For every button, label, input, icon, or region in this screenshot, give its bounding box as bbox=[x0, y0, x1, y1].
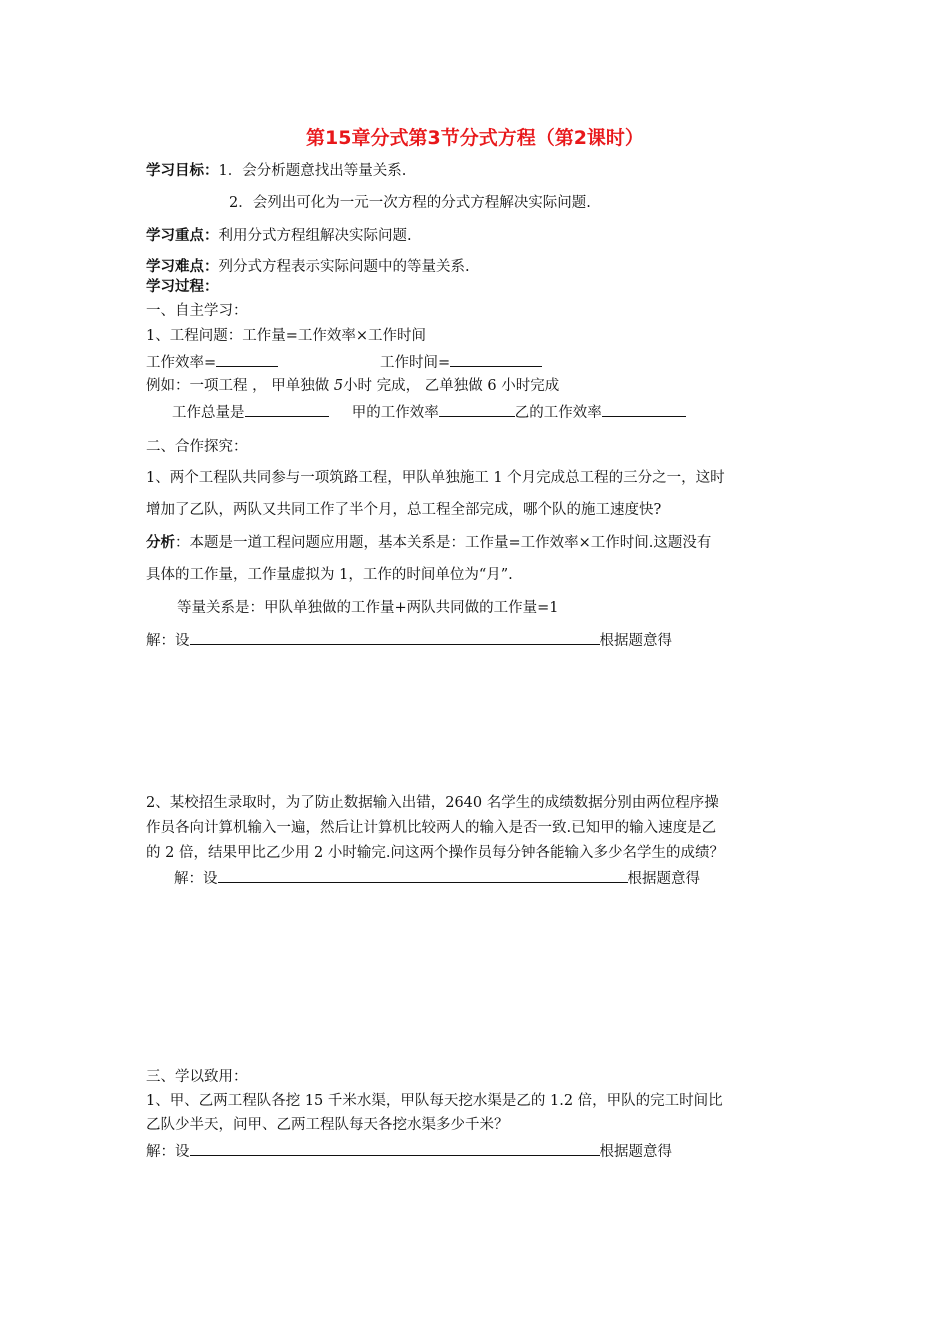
example-number: 5 bbox=[333, 378, 344, 394]
section1-heading: 一、自主学习： bbox=[146, 303, 248, 319]
difficulty-label: 学习难点： bbox=[146, 259, 219, 275]
solve-blank-2[interactable] bbox=[218, 867, 628, 883]
analysis-label: 分析 bbox=[146, 535, 175, 551]
focus-label: 学习重点： bbox=[146, 228, 219, 244]
goals-label: 学习目标： bbox=[146, 163, 219, 179]
jia-eff-blank[interactable] bbox=[439, 401, 515, 417]
equation-text: 等量关系是：甲队单独做的工作量+两队共同做的工作量=1 bbox=[177, 600, 559, 616]
solve-suffix-1: 根据题意得 bbox=[599, 633, 672, 649]
solve-row-1 bbox=[146, 629, 672, 651]
section3-q1-line1: 1、甲、乙两工程队各挖 15 千米水渠，甲队每天挖水渠是乙的 1.2 倍，甲队的完工时间比 bbox=[146, 1093, 723, 1109]
page-title: 第15章分式第3节分式方程（第2课时） bbox=[306, 127, 644, 149]
section2-q2-line2: 作员各向计算机输入一遍，然后让计算机比较两人的输入是否一致.已知甲的输入速度是乙 bbox=[146, 820, 717, 836]
section3-q1-line2: 乙队少半天，问甲、乙两工程队每天各挖水渠多少千米？ bbox=[146, 1117, 509, 1133]
solve-row-2 bbox=[174, 867, 700, 889]
example-text-b: 小时 完成， 乙单独做 6 小时完成 bbox=[343, 378, 560, 394]
section2-q1-line2: 增加了乙队，两队又共同工作了半个月，总工程全部完成，哪个队的施工速度快? bbox=[146, 502, 662, 518]
solve-suffix-2: 根据题意得 bbox=[627, 871, 700, 887]
focus-text: 利用分式方程组解决实际问题. bbox=[218, 228, 412, 244]
total-label: 工作总量是 bbox=[172, 405, 245, 421]
work-totals-row bbox=[172, 401, 686, 423]
example-row bbox=[146, 376, 559, 396]
difficulty-text: 列分式方程表示实际问题中的等量关系. bbox=[218, 259, 470, 275]
solve-prefix-2: 解：设 bbox=[174, 871, 218, 887]
goals-row-1 bbox=[146, 161, 406, 181]
efficiency-row bbox=[146, 351, 278, 373]
solve-suffix-3: 根据题意得 bbox=[599, 1144, 672, 1160]
solve-row-3 bbox=[146, 1140, 672, 1162]
efficiency-blank[interactable] bbox=[216, 351, 278, 367]
section2-q2-line3: 的 2 倍，结果甲比乙少用 2 小时输完.问这两个操作员每分钟各能输入多少名学生的成绩？ bbox=[146, 845, 724, 861]
solve-prefix-1: 解：设 bbox=[146, 633, 190, 649]
section1-line1: 1、工程问题：工作量=工作效率×工作时间 bbox=[146, 328, 427, 344]
yi-eff-blank[interactable] bbox=[602, 401, 686, 417]
analysis-line1: ：本题是一道工程问题应用题，基本关系是：工作量=工作效率×工作时间.这题没有 bbox=[175, 535, 712, 551]
time-blank[interactable] bbox=[450, 351, 542, 367]
analysis-row bbox=[146, 533, 711, 553]
time-row bbox=[380, 351, 542, 373]
process-label: 学习过程： bbox=[146, 279, 219, 295]
section2-q2-line1: 2、某校招生录取时，为了防止数据输入出错，2640 名学生的成绩数据分别由两位程序操 bbox=[146, 795, 719, 811]
example-text-a: 例如：一项工程 ， 甲单独做 bbox=[146, 378, 334, 394]
goal-item-2: 2．会列出可化为一元一次方程的分式方程解决实际问题. bbox=[229, 195, 591, 211]
time-label: 工作时间= bbox=[380, 355, 451, 371]
analysis-line2: 具体的工作量，工作量虚拟为 1，工作的时间单位为“月”. bbox=[146, 567, 513, 583]
goal-item-1: 1．会分析题意找出等量关系. bbox=[218, 163, 407, 179]
efficiency-label: 工作效率= bbox=[146, 355, 217, 371]
section2-heading: 二、合作探究： bbox=[146, 439, 248, 455]
jia-eff-label: 甲的工作效率 bbox=[351, 405, 439, 421]
solve-blank-3[interactable] bbox=[190, 1140, 600, 1156]
solve-prefix-3: 解：设 bbox=[146, 1144, 190, 1160]
difficulty-row bbox=[146, 257, 470, 277]
section2-q1-line1: 1、两个工程队共同参与一项筑路工程，甲队单独施工 1 个月完成总工程的三分之一，这时 bbox=[146, 470, 725, 486]
solve-blank-1[interactable] bbox=[190, 629, 600, 645]
total-blank[interactable] bbox=[245, 401, 329, 417]
section3-heading: 三、学以致用： bbox=[146, 1069, 248, 1085]
focus-row bbox=[146, 226, 412, 246]
yi-eff-label: 乙的工作效率 bbox=[514, 405, 602, 421]
